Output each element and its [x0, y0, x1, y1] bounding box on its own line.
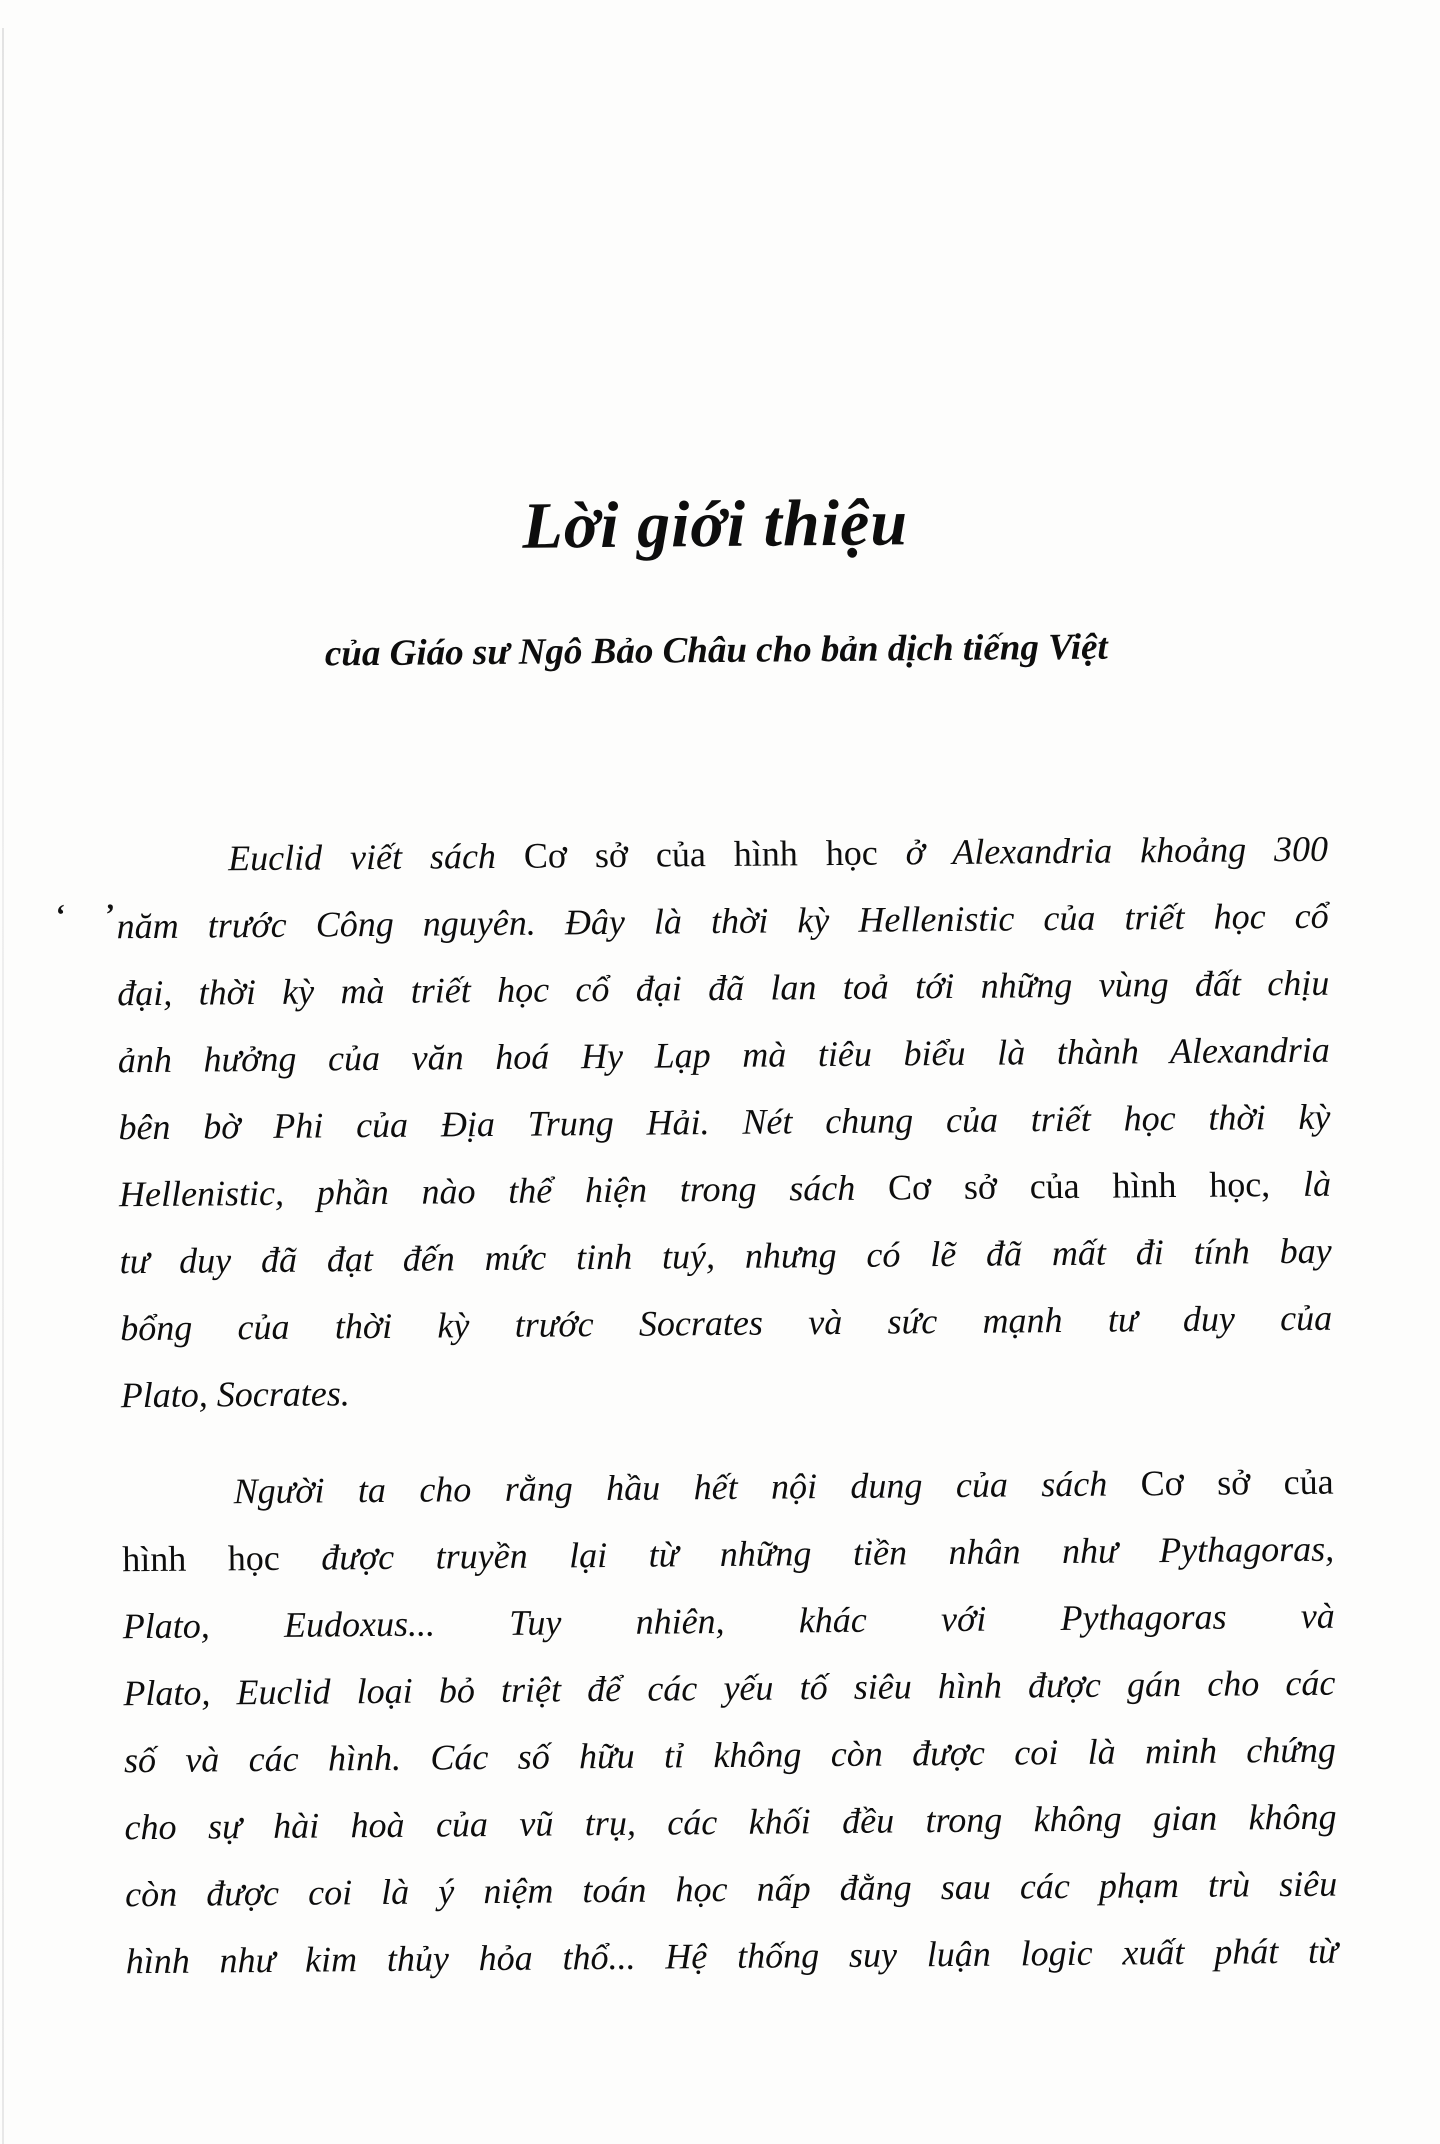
book-title-text: Cơ sở của hình học, [887, 1164, 1271, 1208]
body-text-segment: Euclid viết sách [227, 835, 525, 879]
text-line [120, 1285, 1333, 1363]
body-text-segment: số và các hình. Các số hữu tỉ không còn được coi là minh chứng [123, 1729, 1337, 1781]
body-text-segment: Người ta cho rằng hầu hết nội dung của sách [233, 1463, 1141, 1512]
text-line [121, 1352, 1334, 1430]
text-line [123, 1650, 1336, 1728]
text-line [122, 1516, 1335, 1594]
body-text [116, 816, 1338, 1996]
text-line [119, 1151, 1332, 1229]
margin-mark: ‘ ’ [54, 898, 131, 932]
book-title-text: Cơ sở của hình học [523, 832, 878, 876]
paragraph [116, 816, 1333, 1430]
text-line [118, 1084, 1331, 1162]
body-text-segment: cho sự hài hoà của vũ trụ, các khối đều trong không gian không [124, 1796, 1337, 1848]
body-text-segment: là [1270, 1163, 1332, 1205]
book-title-text: Cơ sở của [1140, 1461, 1334, 1504]
body-text-segment: Plato, Euclid loại bỏ triệt để các yếu tố siêu hình được gán cho các [123, 1662, 1336, 1714]
body-text-segment: Hellenistic, phần nào thể hiện trong sách [118, 1167, 889, 1215]
text-line [125, 1851, 1338, 1929]
text-line [123, 1583, 1336, 1661]
body-text-segment: bên bờ Phi của Địa Trung Hải. Nét chung của triết học thời kỳ [118, 1096, 1331, 1148]
text-line [125, 1918, 1338, 1996]
text-line [116, 816, 1329, 894]
book-title-text: hình học [122, 1537, 280, 1580]
text-line [117, 950, 1330, 1028]
page-subtitle: của Giáo sư Ngô Bảo Châu cho bản dịch tiếng Việt [324, 626, 1108, 675]
body-text-segment: ảnh hưởng của văn hoá Hy Lạp mà tiêu biểu là thành Alexandria [117, 1029, 1331, 1081]
body-text-segment: đại, thời kỳ mà triết học cổ đại đã lan toả tới những vùng đất chịu [117, 962, 1330, 1014]
text-line [118, 1017, 1331, 1095]
body-text-segment: ở Alexandria khoảng 300 [877, 828, 1329, 873]
body-text-segment: Plato, Eudoxus... Tuy nhiên, khác với Pythagoras và [122, 1595, 1335, 1647]
body-text-segment: tư duy đã đạt đến mức tinh tuý, nhưng có lẽ đã mất đi tính bay [119, 1230, 1332, 1282]
text-line [116, 883, 1329, 961]
paragraph [121, 1449, 1338, 1996]
body-text-segment: được truyền lại từ những tiền nhân như Pythagoras, [279, 1528, 1335, 1578]
body-text-segment: năm trước Công nguyên. Đây là thời kỳ Hellenistic của triết học cổ [116, 895, 1329, 947]
page-title: Lời giới thiệu [522, 486, 909, 563]
text-line [124, 1784, 1337, 1862]
text-line [119, 1218, 1332, 1296]
text-line [121, 1449, 1334, 1527]
text-line [124, 1717, 1337, 1795]
body-text-segment: hình như kim thủy hỏa thổ... Hệ thống suy luận logic xuất phát từ [125, 1930, 1338, 1982]
body-text-segment: còn được coi là ý niệm toán học nấp đằng sau các phạm trù siêu [124, 1863, 1338, 1915]
body-text-segment: bổng của thời kỳ trước Socrates và sức mạnh tư duy của [120, 1297, 1333, 1349]
body-text-segment: Plato, Socrates. [120, 1373, 350, 1416]
